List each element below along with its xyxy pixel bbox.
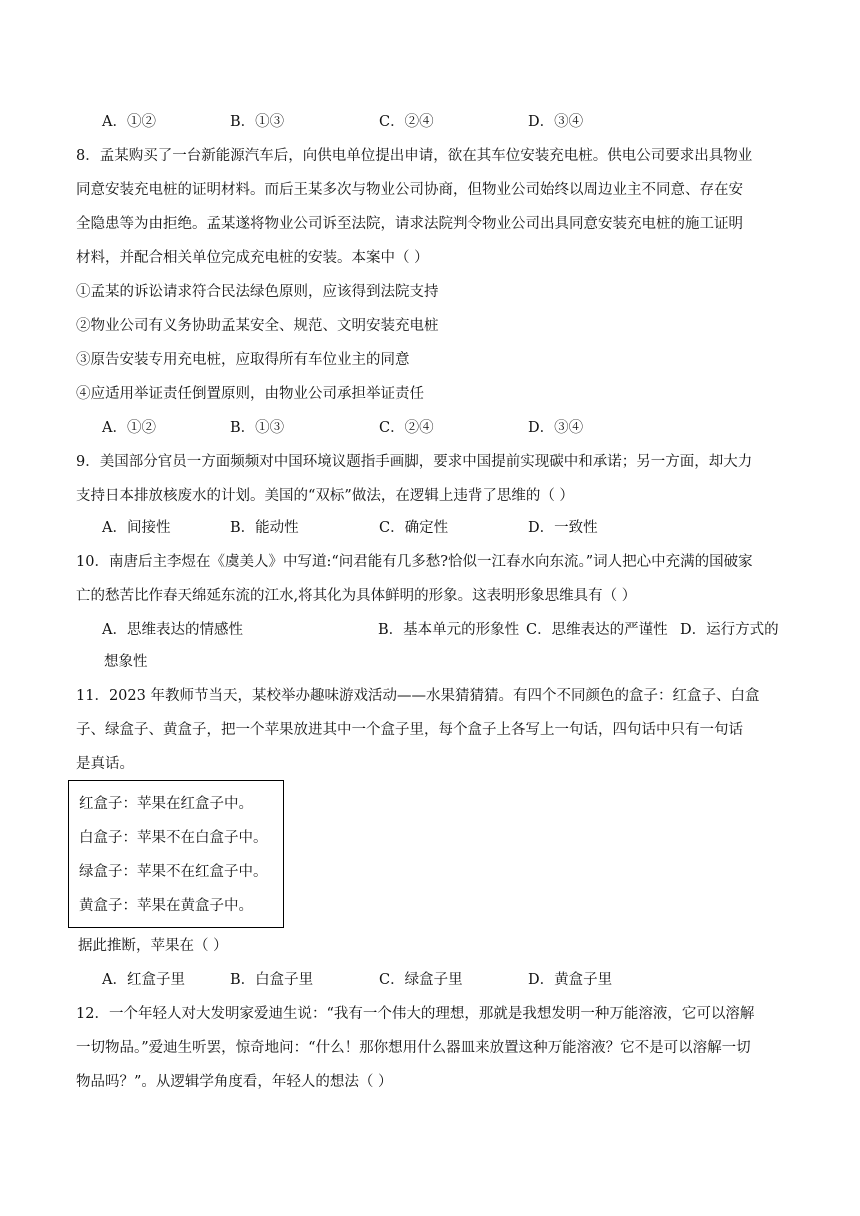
q11-option-a: A．红盒子里 <box>102 972 185 988</box>
q12-stem-line-3: 物品吗？”。从逻辑学角度看，年轻人的想法（ ） <box>76 1074 393 1090</box>
q11-statement-box <box>68 780 284 928</box>
q8-stem-line-1: 8．孟某购买了一台新能源汽车后，向供电单位提出申请，欲在其车位安装充电桩。供电公司要求出具物业 <box>76 148 753 164</box>
q12-stem-line-1: 12．一个年轻人对大发明家爱迪生说：“我有一个伟大的理想，那就是我想发明一种万能溶液，它可以溶解 <box>76 1006 755 1022</box>
q9-stem-line-1: 9．美国部分官员一方面频频对中国环境议题指手画脚，要求中国提前实现碳中和承诺；另一方面，却大力 <box>76 454 753 470</box>
q11-option-c: C．绿盒子里 <box>379 972 463 988</box>
q10-option-d: D．运行方式的 <box>680 622 779 638</box>
q11-stem-line-3: 是真话。 <box>76 756 134 772</box>
q9-option-b: B．能动性 <box>230 520 299 536</box>
q11-box-yellow: 黄盒子：苹果在黄盒子中。 <box>79 898 253 914</box>
q10-stem-line-1: 10．南唐后主李煜在《虞美人》中写道:“问君能有几多愁?恰似一江春水向东流。”词人把心中充满的国破家 <box>76 554 753 570</box>
q11-box-green: 绿盒子：苹果不在红盒子中。 <box>79 864 268 880</box>
q10-option-c: C．思维表达的严谨性 <box>526 622 668 638</box>
q11-stem-line-2: 子、绿盒子、黄盒子，把一个苹果放进其中一个盒子里，每个盒子上各写上一句话，四句话中只有一句话 <box>76 722 743 738</box>
q9-option-d: D．一致性 <box>528 520 598 536</box>
q10-option-d-wrap: 想象性 <box>104 654 148 670</box>
q8-item-2: ②物业公司有义务协助孟某安全、规范、文明安装充电桩 <box>76 318 439 334</box>
q8-option-b: B．①③ <box>230 420 285 436</box>
q8-stem-line-3: 全隐患等为由拒绝。孟某遂将物业公司诉至法院，请求法院判令物业公司出具同意安装充电桩的施工证明 <box>76 216 743 232</box>
q11-question: 据此推断，苹果在（ ） <box>78 938 228 954</box>
q10-option-a: A．思维表达的情感性 <box>102 622 243 638</box>
q11-option-b: B．白盒子里 <box>230 972 314 988</box>
q8-option-c: C．②④ <box>379 420 434 436</box>
q7-option-b: B．①③ <box>230 114 285 130</box>
q11-stem-line-1: 11．2023 年教师节当天，某校举办趣味游戏活动——水果猜猜猜。有四个不同颜色的盒子：红盒子、白盒 <box>76 688 760 704</box>
q8-item-1: ①孟某的诉讼请求符合民法绿色原则，应该得到法院支持 <box>76 284 439 300</box>
q8-item-4: ④应适用举证责任倒置原则，由物业公司承担举证责任 <box>76 386 424 402</box>
q8-stem-line-4: 材料，并配合相关单位完成充电桩的安装。本案中（ ） <box>76 250 429 266</box>
q12-stem-line-2: 一切物品。”爱迪生听罢，惊奇地问：“什么！那你想用什么器皿来放置这种万能溶液？它不是可以溶解一切 <box>76 1040 751 1056</box>
q8-stem-line-2: 同意安装充电桩的证明材料。而后王某多次与物业公司协商，但物业公司始终以周边业主不同意、存在安 <box>76 182 743 198</box>
q8-item-3: ③原告安装专用充电桩，应取得所有车位业主的同意 <box>76 352 410 368</box>
q8-option-d: D．③④ <box>528 420 584 436</box>
q10-stem-line-2: 亡的愁苦比作春天绵延东流的江水,将其化为具体鲜明的形象。这表明形象思维具有（ ） <box>76 588 637 604</box>
q11-option-d: D．黄盒子里 <box>528 972 613 988</box>
q8-option-a: A．①② <box>102 420 156 436</box>
q7-option-d: D．③④ <box>528 114 584 130</box>
q7-option-a: A．①② <box>102 114 156 130</box>
q9-option-c: C．确定性 <box>379 520 449 536</box>
q11-box-red: 红盒子：苹果在红盒子中。 <box>79 796 253 812</box>
q10-option-b: B．基本单元的形象性 <box>378 622 520 638</box>
q11-box-white: 白盒子：苹果不在白盒子中。 <box>79 830 268 846</box>
q9-stem-line-2: 支持日本排放核废水的计划。美国的“双标”做法，在逻辑上违背了思维的（ ） <box>76 488 574 504</box>
q7-option-c: C．②④ <box>379 114 434 130</box>
q9-option-a: A．间接性 <box>102 520 171 536</box>
